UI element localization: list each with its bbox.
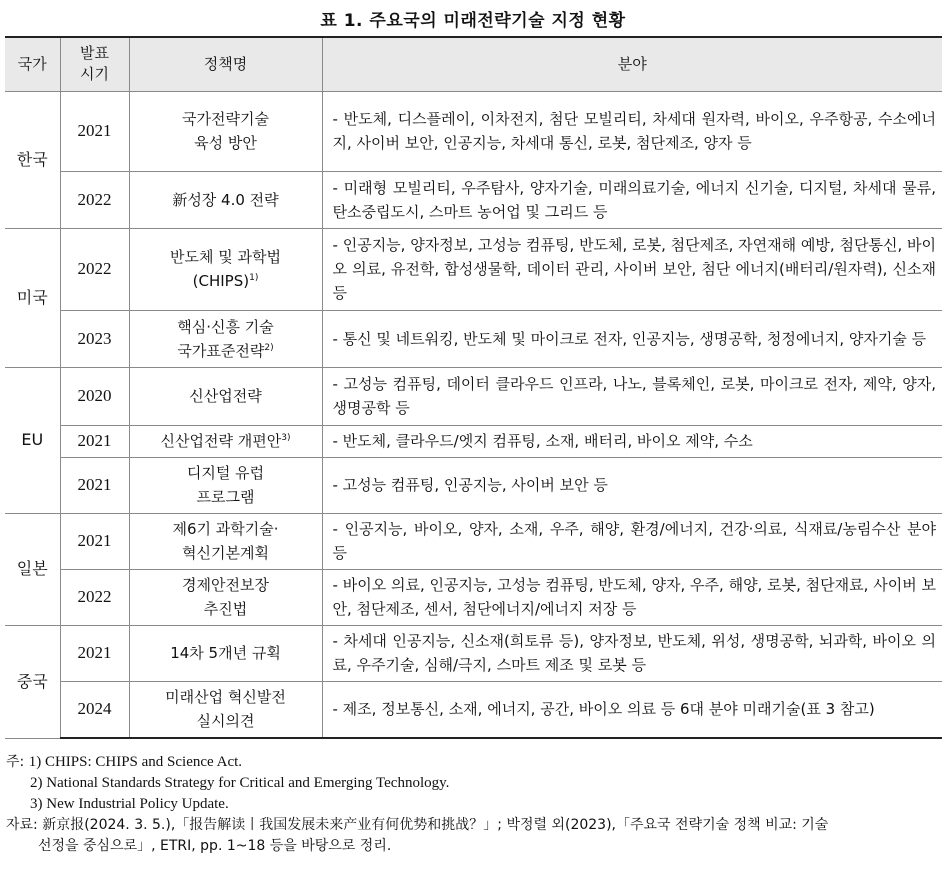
field-cell: - 바이오 의료, 인공지능, 고성능 컴퓨팅, 반도체, 양자, 우주, 해양, 로봇, 첨단재료, 사이버 보안, 첨단제조, 센서, 첨단에너지/에너지 저장 등 <box>322 569 942 625</box>
policy-cell <box>129 457 322 513</box>
policy-line1: 반도체 및 과학법 <box>170 248 281 266</box>
strategy-tech-table <box>5 36 942 739</box>
note-2: 2) National Standards Strategy for Critical and Emerging Technology. <box>30 775 450 791</box>
header-year <box>60 37 129 91</box>
year-cell: 2021 <box>60 457 129 513</box>
country-cell: EU <box>5 367 60 513</box>
field-cell: - 미래형 모빌리티, 우주탐사, 양자기술, 미래의료기술, 에너지 신기술, 디지털, 차세대 물류, 탄소중립도시, 스마트 농어업 및 그리드 등 <box>322 171 942 228</box>
policy-line1: 미래산업 혁신발전 <box>165 688 286 707</box>
year-cell: 2020 <box>60 367 129 425</box>
policy-cell <box>129 425 322 457</box>
policy-line2: 프로그램 <box>196 488 255 506</box>
country-cell: 한국 <box>5 91 60 228</box>
footnote-mark: 1) <box>249 273 259 283</box>
header-country: 국가 <box>5 37 60 91</box>
country-cell: 중국 <box>5 625 60 738</box>
year-cell: 2021 <box>60 91 129 171</box>
country-cell: 일본 <box>5 513 60 625</box>
table-row <box>5 457 942 513</box>
policy-line1: 국가전략기술 <box>182 110 269 128</box>
table-notes <box>6 752 942 857</box>
table-row <box>5 425 942 457</box>
footnote-mark: 3) <box>281 433 291 443</box>
header-policy: 정책명 <box>129 37 322 91</box>
policy-line2: 추진법 <box>203 600 248 618</box>
footnote-mark: 2) <box>264 342 274 353</box>
year-cell: 2021 <box>60 513 129 569</box>
policy-line2: 실시의견 <box>196 712 255 731</box>
year-cell: 2021 <box>60 625 129 681</box>
field-cell: - 반도체, 클라우드/엣지 컴퓨팅, 소재, 배터리, 바이오 제약, 수소 <box>322 425 942 457</box>
policy-cell <box>129 228 322 310</box>
year-cell: 2021 <box>60 425 129 457</box>
note-line-1 <box>6 752 942 773</box>
policy-line2: 육성 방안 <box>194 134 257 152</box>
policy-line2: 국가표준전략 <box>177 341 265 360</box>
policy-line2: (CHIPS) <box>192 272 250 290</box>
source-line-2: 선정을 중심으로」, ETRI, pp. 1~18 등을 바탕으로 정리. <box>38 838 392 854</box>
year-cell: 2022 <box>60 569 129 625</box>
table-title: 표 1. 주요국의 미래전략기술 지정 현황 <box>320 11 626 31</box>
field-cell: - 인공지능, 바이오, 양자, 소재, 우주, 해양, 환경/에너지, 건강·의료, 식재료/농림수산 분야 등 <box>322 513 942 569</box>
field-cell: - 차세대 인공지능, 신소재(희토류 등), 양자정보, 반도체, 위성, 생명공학, 뇌과학, 바이오 의료, 우주기술, 심해/극지, 스마트 제조 및 로봇 등 <box>322 625 942 681</box>
field-cell: - 반도체, 디스플레이, 이차전지, 첨단 모빌리티, 차세대 원자력, 바이오, 우주항공, 수소에너지, 사이버 보안, 인공지능, 차세대 통신, 로봇, 첨단제조, 양자 등 <box>322 91 942 171</box>
policy-cell <box>129 681 322 738</box>
header-field: 분야 <box>322 37 942 91</box>
policy-cell <box>129 569 322 625</box>
policy-cell <box>129 513 322 569</box>
table-row <box>5 681 942 738</box>
policy-line1: 핵심·신흥 기술 <box>177 317 274 336</box>
field-cell: - 고성능 컴퓨팅, 데이터 클라우드 인프라, 나노, 블록체인, 로봇, 마이크로 전자, 제약, 양자, 생명공학 등 <box>322 367 942 425</box>
table-row <box>5 91 942 171</box>
policy-line1: 경제안전보장 <box>182 576 269 594</box>
header-year-line2: 시기 <box>80 65 109 84</box>
table-row <box>5 228 942 310</box>
note-3: 3) New Industrial Policy Update. <box>30 796 229 812</box>
source-line-1: 자료: 新京报(2024. 3. 5.),「报告解读丨我国发展未来产业有何优势和挑战？」; 박정렬 외(2023),「주요국 전략기술 정책 비교: 기술 <box>6 817 829 833</box>
policy-cell: 14차 5개년 규획 <box>129 625 322 681</box>
policy-line1: 제6기 과학기술· <box>172 520 279 538</box>
policy-line2: 혁신기본계획 <box>182 544 269 562</box>
policy-cell <box>129 91 322 171</box>
year-cell: 2023 <box>60 310 129 367</box>
policy-line1: 신산업전략 개편안 <box>160 432 282 450</box>
year-cell: 2022 <box>60 228 129 310</box>
year-cell: 2024 <box>60 681 129 738</box>
policy-cell: 신산업전략 <box>129 367 322 425</box>
table-row <box>5 310 942 367</box>
country-cell: 미국 <box>5 228 60 367</box>
table-row <box>5 367 942 425</box>
field-cell: - 통신 및 네트워킹, 반도체 및 마이크로 전자, 인공지능, 생명공학, 청정에너지, 양자기술 등 <box>322 310 942 367</box>
header-year-line1: 발표 <box>80 44 109 63</box>
table-row <box>5 569 942 625</box>
table-row <box>5 171 942 228</box>
policy-line1: 디지털 유럽 <box>186 464 265 482</box>
table-row <box>5 625 942 681</box>
table-row <box>5 513 942 569</box>
note-label: 주: <box>6 754 29 770</box>
year-cell: 2022 <box>60 171 129 228</box>
policy-cell <box>129 310 322 367</box>
note-1: 1) CHIPS: CHIPS and Science Act. <box>28 754 243 770</box>
field-cell: - 고성능 컴퓨팅, 인공지능, 사이버 보안 등 <box>322 457 942 513</box>
field-cell: - 인공지능, 양자정보, 고성능 컴퓨팅, 반도체, 로봇, 첨단제조, 자연재해 예방, 첨단통신, 바이오 의료, 유전학, 합성생물학, 데이터 관리, 사이버 보안, 첨단 에너지(배터리/원자력), 신소재 등 <box>322 228 942 310</box>
policy-cell: 新성장 4.0 전략 <box>129 171 322 228</box>
field-cell: - 제조, 정보통신, 소재, 에너지, 공간, 바이오 의료 등 6대 분야 미래기술(표 3 참고) <box>322 681 942 738</box>
